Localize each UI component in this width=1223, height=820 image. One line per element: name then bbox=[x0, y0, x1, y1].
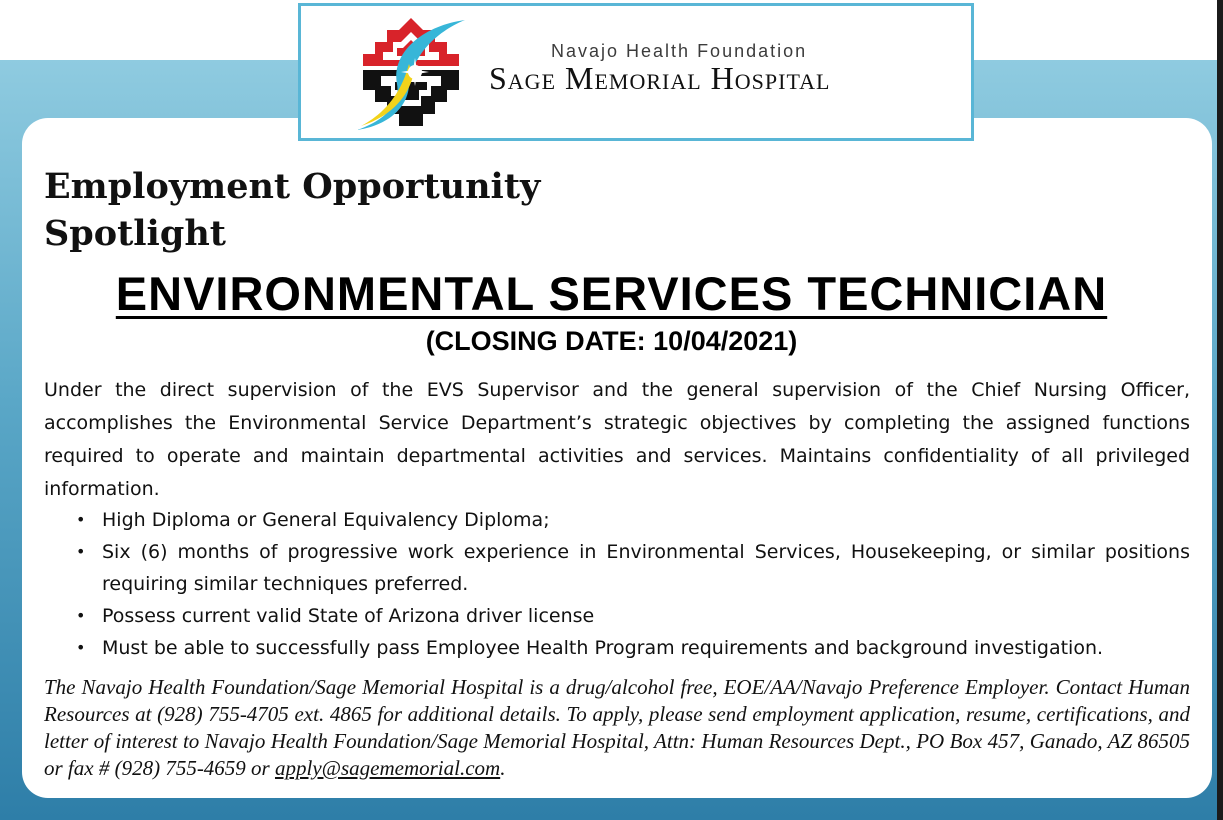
hospital-logo-icon bbox=[351, 14, 471, 134]
requirement-text: Six (6) months of progressive work experience in Environmental Services, Housekeeping, or similar positions requiring similar techniques preferred. bbox=[102, 541, 1190, 595]
bullet-icon: • bbox=[76, 510, 86, 529]
logo-title bbox=[489, 60, 830, 97]
logo-title-text: Sage Memorial Hospital bbox=[489, 60, 831, 96]
bullet-icon: • bbox=[76, 638, 86, 657]
job-description: Under the direct supervision of the EVS Supervisor and the general supervision of the Chief Nursing Officer, accomplishes the Environmental Service Department’s strategic objectives by completing the assigned functions required to operate and maintain departmental activities and services. Maintains confidentiality of all privileged information. bbox=[44, 379, 1190, 500]
list-item bbox=[76, 600, 1190, 632]
footer-note bbox=[44, 674, 1190, 782]
requirement-text: Possess current valid State of Arizona driver license bbox=[102, 605, 595, 627]
list-item bbox=[76, 504, 1190, 536]
requirement-text: Must be able to successfully pass Employee Health Program requirements and background investigation. bbox=[102, 637, 1104, 659]
window-edge bbox=[1217, 0, 1223, 820]
footer-end: . bbox=[500, 756, 506, 780]
requirements-list bbox=[76, 504, 1190, 664]
bullet-icon: • bbox=[76, 542, 86, 561]
requirement-text: High Diploma or General Equivalency Diploma; bbox=[102, 509, 550, 531]
page-heading: Employment Opportunity Spotlight bbox=[44, 166, 541, 254]
bullet-icon: • bbox=[76, 606, 86, 625]
logo-banner bbox=[298, 3, 974, 141]
job-title bbox=[0, 266, 1223, 321]
job-title-text: ENVIRONMENTAL SERVICES TECHNICIAN bbox=[115, 267, 1108, 320]
apply-email-link[interactable]: apply@sagememorial.com bbox=[274, 756, 501, 780]
closing-date: (CLOSING DATE: 10/04/2021) bbox=[425, 326, 798, 356]
list-item bbox=[76, 536, 1190, 600]
list-item bbox=[76, 632, 1190, 664]
logo-subtitle: Navajo Health Foundation bbox=[551, 41, 808, 61]
footer-text: The Navajo Health Foundation/Sage Memorial Hospital is a drug/alcohol free, EOE/AA/Navajo Preference Employer. Contact Human Resources at (928) 755-4705 ext. 4865 for additional details. To apply, please send employment application, resume, certifications, and letter of interest to Navajo Health Foundation/Sage Memorial Hospital, Attn: Human Resources Dept., PO Box 457, Ganado, AZ 86505 or fax # (928) 755-4659 or bbox=[44, 675, 1190, 780]
